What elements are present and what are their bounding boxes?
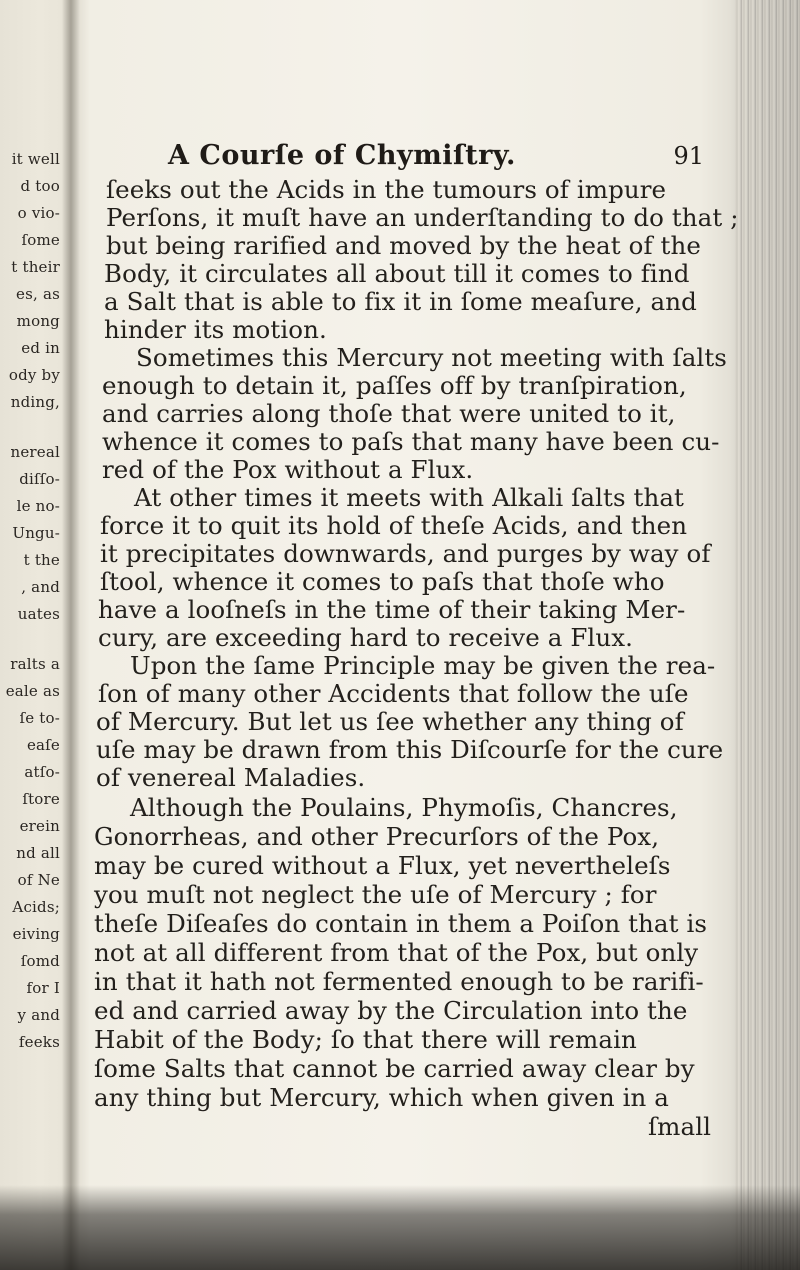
page-gutter — [62, 0, 80, 1270]
left-fragment-line: ſome — [21, 231, 60, 249]
text-line: uſe may be drawn from this Diſcourſe for the cure — [96, 735, 724, 764]
text-line: ſeeks out the Acids in the tumours of impure — [106, 175, 667, 204]
left-fragment-line: eale as — [5, 682, 60, 700]
left-fragment-line: for I — [26, 979, 60, 997]
text-line: Habit of the Body; ſo that there will remain — [94, 1025, 637, 1054]
left-fragment-line: t their — [11, 258, 60, 276]
left-fragment-line: d too — [20, 177, 60, 195]
text-line: it precipitates downwards, and purges by way of — [100, 539, 711, 568]
text-line: ſtool, whence it comes to paſs that thoſe who — [100, 567, 665, 596]
left-fragment-line: ed in — [21, 339, 60, 357]
text-line: may be cured without a Flux, yet nevertheleſs — [94, 851, 671, 880]
left-fragment-line: it well — [11, 150, 60, 168]
left-fragment-line: mong — [16, 312, 60, 330]
text-line: Body, it circulates all about till it comes to find — [104, 259, 690, 288]
page-number: 91 — [673, 142, 704, 170]
left-fragment-line: t the — [23, 551, 60, 569]
text-line: Gonorrheas, and other Precurſors of the Pox, — [94, 822, 660, 851]
left-fragment-line: ſtore — [22, 790, 60, 808]
left-fragment-line: o vio- — [17, 204, 60, 222]
text-line: Perſons, it muſt have an underſtanding to do that ; — [106, 203, 739, 232]
catchword: ſmall — [648, 1112, 712, 1141]
text-line: but being rarified and moved by the heat of the — [106, 231, 701, 260]
left-fragment-line: ralts a — [10, 655, 60, 673]
left-fragment-line: ſomd — [20, 952, 60, 970]
text-line: in that it hath not fermented enough to be rarifi- — [94, 967, 704, 996]
text-line: ſome Salts that cannot be carried away clear by — [94, 1054, 695, 1083]
text-line: Upon the ſame Principle may be given the rea- — [130, 651, 716, 680]
left-fragment-line: y and — [17, 1006, 60, 1024]
text-line: ſon of many other Accidents that follow the uſe — [98, 679, 689, 708]
text-line: red of the Pox without a Flux. — [102, 455, 474, 484]
left-fragment-line: uates — [17, 605, 60, 623]
text-line: Although the Poulains, Phymoſis, Chancres, — [130, 793, 678, 822]
text-line: Sometimes this Mercury not meeting with ſalts — [136, 343, 727, 372]
left-fragment-line: nereal — [10, 443, 60, 461]
left-fragment-line: of Ne — [17, 871, 60, 889]
text-line: and carries along thoſe that were united to it, — [102, 399, 676, 428]
text-line: a Salt that is able to fix it in ſome meaſure, and — [104, 287, 697, 316]
text-line: enough to detain it, paſſes off by tranſpiration, — [102, 371, 687, 400]
text-line: of venereal Maladies. — [96, 763, 366, 792]
left-fragment-line: eaſe — [26, 736, 60, 754]
text-line: force it to quit its hold of theſe Acids, and then — [100, 511, 688, 540]
left-fragment-line: diſſo- — [19, 470, 60, 488]
left-fragment-line: , and — [21, 578, 60, 596]
left-fragment-line: ſe to- — [19, 709, 60, 727]
left-fragment-line: nd all — [16, 844, 60, 862]
left-fragment-line: es, as — [16, 285, 60, 303]
text-line: you muſt not neglect the uſe of Mercury ; for — [94, 880, 657, 909]
left-fragment-line: Acids; — [12, 898, 60, 916]
left-fragment-line: le no- — [16, 497, 60, 515]
text-line: have a looſneſs in the time of their taking Mer- — [98, 595, 686, 624]
running-head — [150, 140, 710, 180]
facing-page-fragment — [0, 150, 62, 1210]
text-line: At other times it meets with Alkali ſalts that — [134, 483, 684, 512]
left-fragment-line: nding, — [10, 393, 60, 411]
text-line: whence it comes to paſs that many have been cu- — [102, 427, 720, 456]
left-fragment-line: erein — [19, 817, 60, 835]
text-line: any thing but Mercury, which when given in a — [94, 1083, 670, 1112]
left-fragment-line: atſo- — [24, 763, 60, 781]
text-line: hinder its motion. — [104, 315, 327, 344]
left-fragment-line: eiving — [12, 925, 60, 943]
left-fragment-line: ody by — [8, 366, 60, 384]
text-line: theſe Diſeaſes do contain in them a Poiſon that is — [94, 909, 708, 938]
left-fragment-line: feeks — [18, 1033, 60, 1051]
running-title: A Courſe of Chymiſtry. — [168, 140, 516, 171]
text-line: of Mercury. But let us ſee whether any thing of — [96, 707, 684, 736]
text-line: cury, are exceeding hard to receive a Flux. — [98, 623, 634, 652]
left-fragment-line: Ungu- — [12, 524, 60, 542]
page-bottom-shadow — [0, 1185, 800, 1270]
text-line: ed and carried away by the Circulation into the — [94, 996, 688, 1025]
text-line: not at all different from that of the Pox, but only — [94, 938, 699, 967]
